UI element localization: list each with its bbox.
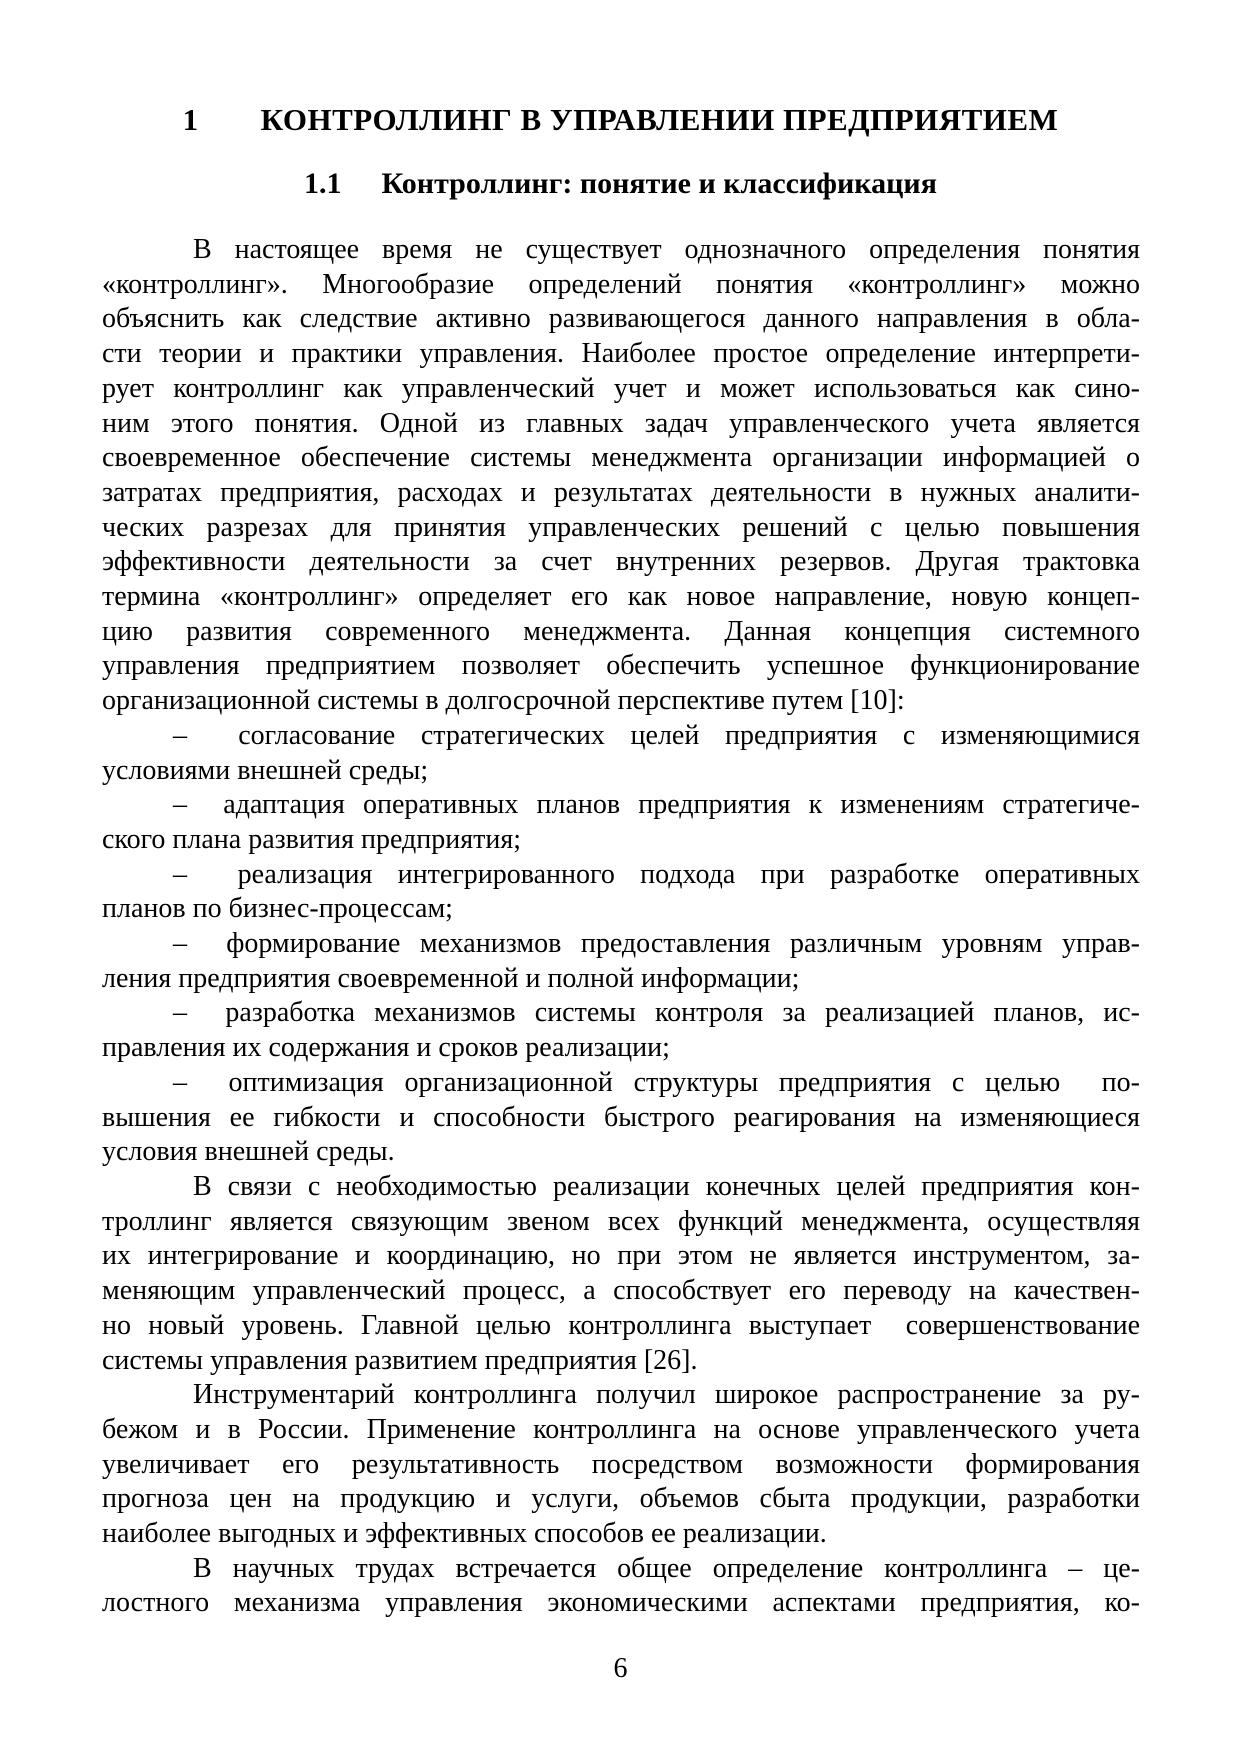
text-line: условиями внешней среды; bbox=[102, 754, 429, 786]
page-number: 6 bbox=[613, 1653, 628, 1684]
text-line: условия внешней среды. bbox=[102, 1136, 395, 1168]
text-line: системы управления развитием предприятия [26]. bbox=[102, 1344, 698, 1376]
chapter-number: 1 bbox=[182, 102, 199, 137]
text-line: ческих разрезах для принятия управленческих решений с целью повышения bbox=[102, 511, 1140, 543]
chapter-heading bbox=[0, 0, 1241, 140]
text-line: троллинг является связующим звеном всех функций менеджмента, осуществляя bbox=[102, 1205, 1140, 1237]
text-line: – разработка механизмов системы контроля за реализацией планов, ис- bbox=[173, 997, 1140, 1029]
text-line: В связи с необходимостью реализации конечных целей предприятия кон- bbox=[193, 1170, 1140, 1202]
text-line: но новый уровень. Главной целью контроллинга выступает совершенствование bbox=[102, 1309, 1140, 1341]
text-line: ления предприятия своевременной и полной информации; bbox=[102, 962, 800, 994]
section-number: 1.1 bbox=[304, 167, 342, 200]
text-line: – реализация интегрированного подхода при разработке оперативных bbox=[173, 858, 1140, 890]
text-line: ним этого понятия. Одной из главных задач управленческого учета является bbox=[102, 407, 1140, 439]
text-line: организационной системы в долгосрочной перспективе путем [10]: bbox=[102, 685, 905, 717]
body-text bbox=[102, 233, 1140, 1621]
text-line: эффективности деятельности за счет внутренних резервов. Другая трактовка bbox=[102, 546, 1140, 578]
text-line: их интегрирование и координацию, но при этом не является инструментом, за- bbox=[102, 1240, 1140, 1272]
text-line: термина «контроллинг» определяет его как новое направление, новую концеп- bbox=[102, 581, 1140, 613]
text-line: ского плана развития предприятия; bbox=[102, 823, 522, 855]
text-line: вышения ее гибкости и способности быстрого реагирования на изменяющиеся bbox=[102, 1101, 1140, 1133]
text-line: бежом и в России. Применение контроллинга на основе управленческого учета bbox=[102, 1413, 1140, 1445]
text-line: «контроллинг». Многообразие определений понятия «контроллинг» можно bbox=[102, 268, 1140, 300]
text-line: Инструментарий контроллинга получил широкое распространение за ру- bbox=[193, 1379, 1140, 1411]
text-line: – оптимизация организационной структуры предприятия с целью по- bbox=[173, 1066, 1140, 1098]
chapter-title: КОНТРОЛЛИНГ В УПРАВЛЕНИИ ПРЕДПРИЯТИЕМ bbox=[260, 102, 1059, 137]
text-line: своевременное обеспечение системы менеджмента организации информацией о bbox=[102, 442, 1140, 474]
text-line: цию развития современного менеджмента. Данная концепция системного bbox=[102, 615, 1140, 647]
text-line: объяснить как следствие активно развивающегося данного направления в обла- bbox=[102, 303, 1140, 335]
text-line: увеличивает его результативность посредством возможности формирования bbox=[102, 1448, 1140, 1480]
text-line: планов по бизнес-процессам; bbox=[102, 893, 453, 925]
section-title: Контроллинг: понятие и классификация bbox=[381, 167, 937, 200]
text-line: – адаптация оперативных планов предприятия к изменениям стратегиче- bbox=[173, 789, 1140, 821]
text-line: наиболее выгодных и эффективных способов ее реализации. bbox=[102, 1518, 827, 1550]
text-line: В научных трудах встречается общее определение контроллинга – це- bbox=[193, 1552, 1140, 1584]
text-line: – формирование механизмов предоставления различным уровням управ- bbox=[173, 928, 1140, 960]
text-line: прогноза цен на продукцию и услуги, объемов сбыта продукции, разработки bbox=[102, 1483, 1140, 1515]
text-line: В настоящее время не существует однозначного определения понятия bbox=[193, 234, 1140, 265]
section-heading bbox=[0, 164, 1241, 204]
text-line: сти теории и практики управления. Наиболее простое определение интерпрети- bbox=[102, 338, 1140, 370]
text-line: меняющим управленческий процесс, а способствует его переводу на качествен- bbox=[102, 1275, 1140, 1307]
text-line: – согласование стратегических целей предприятия с изменяющимися bbox=[173, 719, 1140, 751]
text-line: правления их содержания и сроков реализации; bbox=[102, 1032, 670, 1064]
text-line: затратах предприятия, расходах и результатах деятельности в нужных аналити- bbox=[102, 476, 1140, 508]
text-line: лостного механизма управления экономическими аспектами предприятия, ко- bbox=[102, 1587, 1140, 1619]
text-line: управления предприятием позволяет обеспечить успешное функционирование bbox=[102, 650, 1140, 682]
text-line: рует контроллинг как управленческий учет и может использоваться как сино- bbox=[102, 372, 1140, 404]
